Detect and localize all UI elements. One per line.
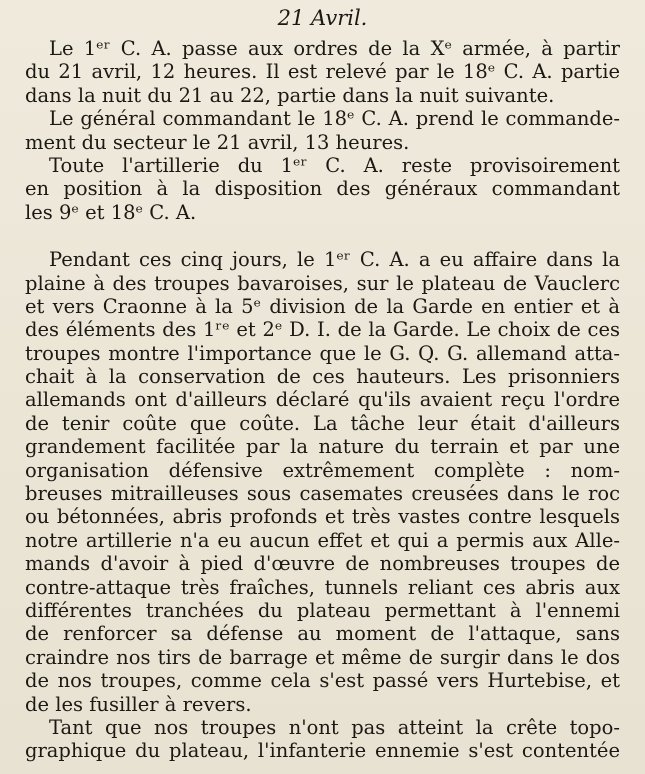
paragraph-5: [25, 716, 620, 763]
text-line: notre artillerie n'a eu aucun effet et qui a permis aux Alle-: [25, 528, 620, 552]
text-line: de nos troupes, comme cela s'est passé vers Hurtebise, et: [25, 669, 620, 693]
text-line: en position à la disposition des généraux commandant: [25, 177, 620, 201]
text-line: allemands ont d'ailleurs déclaré qu'ils avaient reçu l'ordre: [25, 388, 620, 412]
text-line: Tant que nos troupes n'ont pas atteint la crête topo-: [49, 715, 620, 739]
text-line: Toute l'artillerie du 1ᵉʳ C. A. reste provisoirement: [49, 153, 620, 177]
text-line: de tenir coûte que coûte. La tâche leur était d'ailleurs: [25, 411, 620, 435]
text-line: grandement facilitée par la nature du terrain et par une: [25, 435, 620, 459]
text-line: chait à la conservation de ces hauteurs. Les prisonniers: [25, 365, 620, 389]
text-line: de les fusiller à revers.: [25, 692, 252, 716]
date-heading: 21 Avril.: [277, 6, 368, 30]
text-line: les 9ᵉ et 18ᵉ C. A.: [25, 200, 197, 224]
paragraph-gap: [25, 224, 620, 248]
text-line: craindre nos tirs de barrage et même de surgir dans le dos: [25, 645, 620, 669]
paragraph-4: [25, 248, 620, 716]
text-body: [25, 37, 620, 763]
text-line: du 21 avril, 12 heures. Il est relevé par le 18ᵉ C. A. partie: [25, 60, 620, 84]
text-line: organisation défensive extrêmement complète : nom-: [25, 458, 620, 482]
text-line: Pendant ces cinq jours, le 1ᵉʳ C. A. a eu affaire dans la: [49, 248, 620, 272]
text-line: des éléments des 1ʳᵉ et 2ᵉ D. I. de la Garde. Le choix de ces: [25, 318, 620, 342]
text-line: ment du secteur le 21 avril, 13 heures.: [25, 130, 410, 154]
paragraph-2: [25, 107, 620, 154]
text-line: de renforcer sa défense au moment de l'attaque, sans: [25, 622, 620, 646]
text-line: dans la nuit du 21 au 22, partie dans la nuit suivante.: [25, 83, 555, 107]
text-line: troupes montre l'importance que le G. Q. G. allemand atta-: [25, 341, 620, 365]
text-line: mands d'avoir à pied d'œuvre de nombreuses troupes de: [25, 552, 620, 576]
text-line: ou bétonnées, abris profonds et très vastes contre lesquels: [25, 505, 620, 529]
text-line: plaine à des troupes bavaroises, sur le plateau de Vauclerc: [25, 271, 620, 295]
text-line: et vers Craonne à la 5ᵉ division de la Garde en entier et à: [25, 294, 620, 318]
text-line: contre-attaque très fraîches, tunnels reliant ces abris aux: [25, 575, 620, 599]
text-line: Le 1ᵉʳ C. A. passe aux ordres de la Xᵉ armée, à partir: [49, 37, 620, 60]
text-line: Le général commandant le 18ᵉ C. A. prend le commande-: [49, 107, 620, 131]
paragraph-1: [25, 37, 620, 107]
text-line: breuses mitrailleuses sous casemates creusées dans le roc: [25, 482, 620, 506]
text-line: graphique du plateau, l'infanterie ennemie s'est contentée: [25, 739, 620, 763]
text-line: différentes tranchées du plateau permettant à l'ennemi: [25, 598, 620, 622]
paragraph-3: [25, 154, 620, 224]
